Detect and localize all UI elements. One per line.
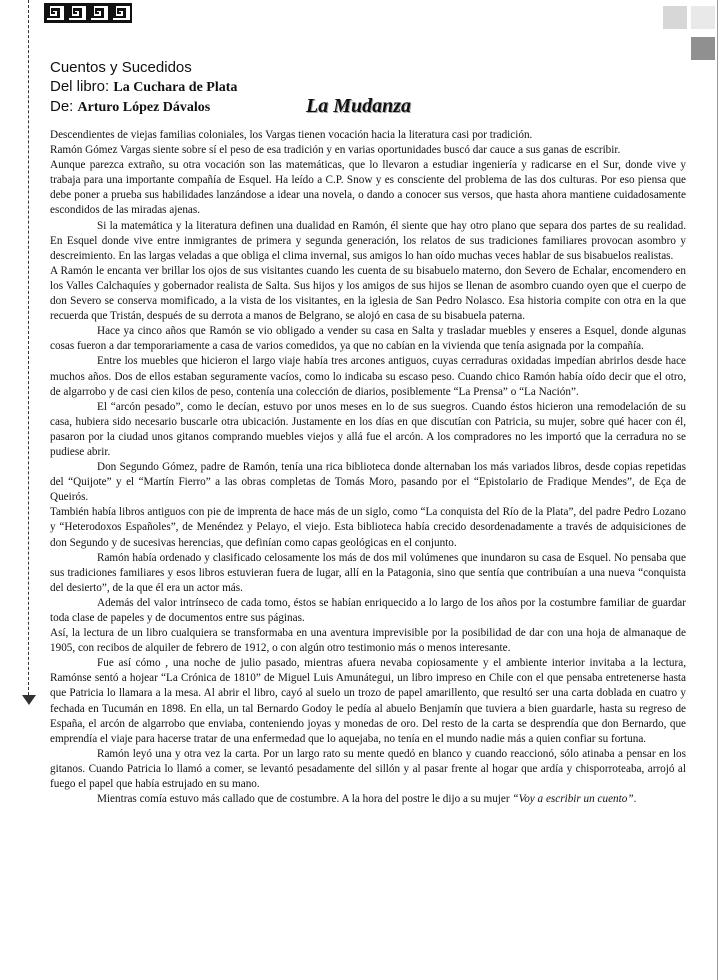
- paragraph-end: .: [633, 793, 637, 806]
- story-paragraph: [50, 400, 686, 460]
- story-paragraph: [50, 324, 686, 354]
- story-paragraph: [50, 264, 686, 324]
- story-paragraph: [50, 656, 686, 747]
- cut-line: [28, 0, 29, 700]
- corner-square: [691, 37, 715, 60]
- story-paragraph: [50, 596, 686, 626]
- paragraph-text: Ramón había ordenado y clasificado celosamente los más de dos mil volúmenes que inundaron su casa de Esquel. No pensaba que sus tradiciones familiares y esos libros estuvieran fuera de lugar, allí en la Patagonia, sino que sentía que contribuían a una nueva “conquista del desierto”, de la que él era un actor más.: [50, 551, 686, 594]
- paragraph-text: Si la matemática y la literatura definen una dualidad en Ramón, él siente que hay otro plano que separa dos partes de su realidad. En Esquel donde vive entre inmigrantes de primera y segunda generación, los relatos de sus tradiciones familiares provocan asombro y descreimiento. En las largas veladas a que obliga el clima invernal, sus amigos lo han oído muchas veces hablar de sus bisabuelos realistas.: [50, 219, 686, 262]
- page-edge-line: [717, 0, 718, 980]
- story-paragraph: [50, 747, 686, 792]
- story-paragraph: [50, 505, 686, 550]
- paragraph-text: Descendientes de viejas familias coloniales, los Vargas tienen vocación hacia la literatura casi por tradición.: [50, 129, 533, 141]
- story-paragraph: [50, 158, 686, 218]
- corner-square: [691, 6, 715, 29]
- paragraph-text: Hace ya cinco años que Ramón se vio obligado a vender su casa en Salta y trasladar muebles y enseres a Esquel, donde algunas cosas fueron a dar temporariamente a casa de varios comedidos, ya que no cabían en la vivienda que tenía asignada por la compañía.: [50, 325, 686, 353]
- paragraph-text: Así, la lectura de un libro cualquiera se transformaba en una aventura imprevisible por la posibilidad de dar con una hoja de almanaque de 1905, con recibos de alquiler de febrero de 1912, o con algún otro testimonio más o menos interesante.: [50, 627, 686, 655]
- story-paragraph: [50, 460, 686, 505]
- paragraph-text: Don Segundo Gómez, padre de Ramón, tenía una rica biblioteca donde alternaban los más variados libros, desde copias repetidas del “Quijote” y el “Martín Fierro” a las obras completas de Tomás Moro, pasando por el “Epistolario de Fradique Mendes”, de Eça de Queirós.: [50, 461, 686, 504]
- story-body: [50, 128, 686, 807]
- story-title: La Mudanza: [306, 95, 412, 117]
- paragraph-text: Fue así cómo , una noche de julio pasado, mientras afuera nevaba copiosamente y el ambiente interior invitaba a la lectura, Ramónse sentó a hojear “La Crónica de 1810” de Miguel Luis Amunátegui, un libro impreso en Chile con el que pensaba entretenerse hasta que Patricia lo llamara a la mesa. Al abrir el libro, cayó al suelo un trozo de papel amarillento, que resultó ser una carta doblada en cuatro y fechada en Tucumán en 1898. En ella, un tal Bernardo Godoy le pedía al abuelo Benjamín que tuviera a bien guardarle, hasta su regreso de España, el arcón de algarrobo que enviaba, conteniendo joyas y monedas de oro. Del resto de la carta se desprendía que don Bernardo, que emprendía el viaje para hacerse tratar de una enfermedad que lo aquejaba, no tenía en el mundo nadie más a quien confiar su fortuna.: [50, 657, 686, 745]
- paragraph-text: A Ramón le encanta ver brillar los ojos de sus visitantes cuando les cuenta de su bisabuelo materno, don Severo de Echalar, encomendero en los Valles Calchaquíes y gobernador realista de Salta. Sus hijos y los amigos de sus hijos se llenan de asombro cuando oyen que el cuerpo de don Severo se conserva momificado, a la vista de los visitantes, en la iglesia de San Pedro Nolasco. Esa historia compite con otra en la que recuerda que Tristán, después de su derrota a manos de Belgrano, se alojó en casa de su bisabuela paterna.: [50, 264, 686, 323]
- arrow-down-icon: [22, 695, 36, 705]
- author-label: De:: [50, 98, 74, 115]
- greek-meander-icon: [44, 3, 132, 23]
- book-label: Del libro:: [50, 78, 110, 95]
- author-name: Arturo López Dávalos: [77, 100, 211, 115]
- paragraph-text: Ramón Gómez Vargas siente sobre sí el peso de esa tradición y en varias oportunidades buscó dar cauce a sus ganas de escribir.: [50, 144, 621, 157]
- paragraph-text: Ramón leyó una y otra vez la carta. Por un largo rato su mente quedó en blanco y cuando reaccionó, sólo atinaba a pensar en los gitanos. Cuando Patricia lo llamó a comer, se levantó pesadamente del sillón y al pasar frente al hogar que ardía y chisporroteaba, arrojó al fuego el papel que había estrujado en su mano.: [50, 747, 686, 791]
- paragraph-text: Entre los muebles que hicieron el largo viaje había tres arcones antiguos, cuyas cerraduras oxidadas impedían abrirlos desde hace muchos años. Dos de ellos estaban seguramente vacíos, como lo indicaba su escaso peso. Cuando chico Ramón había oído decir que el otro, de algarrobo y de casi cien kilos de peso, contenía una colección de diarios, posiblemente “La Prensa” o “La Nación”.: [50, 355, 686, 398]
- paragraph-text: Además del valor intrínseco de cada tomo, éstos se habían enriquecido a lo largo de los años por la costumbre familiar de guardar toda clase de papeles y de documentos entre sus páginas.: [50, 596, 686, 624]
- paragraph-text: También había libros antiguos con pie de imprenta de hace más de un siglo, como “La conquista del Río de la Plata”, del padre Pedro Lozano y “Heterodoxos Españoles”, de Menéndez y Pelayo, el viejo. Esta biblioteca había crecido desordenadamente a través de adquisiciones de don Segundo y de sucesivas herencias, que definían como capas geológicas en el conjunto.: [50, 506, 686, 549]
- story-paragraph: [50, 626, 686, 656]
- book-title: La Cuchara de Plata: [113, 80, 238, 95]
- paragraph-text: El “arcón pesado”, como le decían, estuvo por unos meses en lo de sus suegros. Cuando éstos hicieron una remodelación de su casa, hubiera sido necesario buscarle otra ubicación. Justamente en los días en que discutían con Patricia, su mujer, sobre qué hacer con él, pasaron por la ciudad unos gitanos comprando muebles viejos y allá fue el arcón. A los compradores no les importó que la cerradura no se pudiese abrir.: [50, 400, 686, 458]
- paragraph-text: Mientras comía estuvo más callado que de costumbre. A la hora del postre le dijo a su mujer: [97, 793, 510, 806]
- story-paragraph: [50, 128, 686, 143]
- book-line: [50, 77, 690, 97]
- section-title: Cuentos y Sucedidos: [50, 59, 192, 76]
- story-paragraph: [50, 143, 686, 158]
- story-paragraph: [50, 551, 686, 596]
- story-paragraph: [50, 354, 686, 399]
- corner-square: [663, 6, 687, 29]
- story-paragraph: [50, 219, 686, 264]
- paragraph-italic-quote: “Voy a escribir un cuento”: [512, 793, 634, 806]
- paragraph-text: Aunque parezca extraño, su otra vocación son las matemáticas, que lo llevaron a estudiar ingeniería y radicarse en el Sur, donde vive y trabaja para una importante compañía de Esquel. Ha leído a C.P. Snow y es consciente del problema de las dos culturas. Por eso piensa que debe poner a prueba sus habilidades lanzándose a idear una novela, o dando a conocer sus versos, que hasta ahora mantiene cuidadosamente escondidos de las miradas ajenas.: [50, 159, 686, 217]
- story-paragraph: [50, 792, 686, 807]
